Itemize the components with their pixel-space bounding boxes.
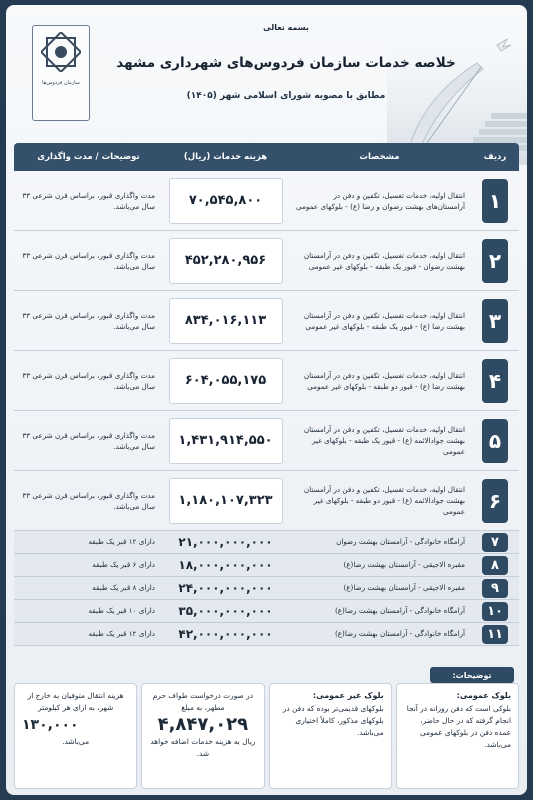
table-row	[14, 171, 519, 231]
bismillah: بسمه تعالی	[263, 23, 309, 32]
row-note: مدت واگذاری قبور، براساس قرن شرعی ۳۳ سال می‌باشد.	[22, 490, 155, 511]
row-index: ۲	[482, 239, 508, 283]
row-index: ۳	[482, 299, 508, 343]
row-index: ۵	[482, 419, 508, 463]
row-cost: ۱,۴۳۱,۹۱۴,۵۵۰	[169, 418, 283, 464]
notes-label: توضیحات:	[430, 667, 514, 683]
row-index: ۱۱	[482, 625, 508, 644]
row-note: دارای ۱۲ قبر یک طبقه	[88, 629, 155, 638]
row-note: مدت واگذاری قبور، براساس قرن شرعی ۳۳ سال می‌باشد.	[22, 430, 155, 451]
note-non-public-block	[269, 683, 392, 789]
row-cost: ۶۰۴,۰۵۵,۱۷۵	[169, 358, 283, 404]
row-note: دارای ۶ قبر یک طبقه	[92, 560, 155, 569]
row-index: ۱۰	[482, 602, 508, 621]
note-public-text: بلوکی است که دفن روزانه در آنجا انجام گرفته که در حال حاضر، عمده دفن در بلوکهای عمومی می‌باشد.	[406, 704, 511, 749]
row-index: ۴	[482, 359, 508, 403]
note-tawaf-amount: ۴,۸۴۷,۰۲۹	[157, 714, 249, 735]
table-row	[14, 577, 519, 600]
row-description: آرامگاه خانوادگی - آرامستان بهشت رضوان	[336, 537, 465, 546]
row-cost: ۲۱,۰۰۰,۰۰۰,۰۰۰	[178, 535, 273, 549]
row-cost: ۱,۱۸۰,۱۰۷,۳۲۳	[169, 478, 283, 524]
row-index: ۱	[482, 179, 508, 223]
row-description: انتقال اولیه، خدمات تغسیل، تکفین و دفن در آرامستان بهشت جوادالائمه (ع) - قبور دو طبقه - بلوکهای غیر عمومی	[303, 485, 465, 516]
note-public-block	[396, 683, 519, 789]
ferdows-emblem-icon	[41, 32, 81, 72]
row-description: انتقال اولیه، خدمات تغسیل، تکفین و دفن در آرامستان‌های بهشت رضوان و رضا (ع) - بلوکهای عمومی	[296, 190, 465, 211]
table-row	[14, 600, 519, 623]
row-description: انتقال اولیه، خدمات تغسیل، تکفین و دفن در آرامستان بهشت رضا (ع) - قبور دو طبقه - بلوکهای غیر عمومی	[303, 370, 465, 391]
row-note: مدت واگذاری قبور، براساس قرن شرعی ۳۳ سال می‌باشد.	[22, 250, 155, 271]
note-tawaf-text-after: ریال به هزینه خدمات اضافه خواهد شد.	[150, 737, 256, 758]
logo	[32, 25, 90, 121]
note-non-public-title: بلوک غیر عمومی:	[312, 691, 384, 700]
row-cost: ۷۰,۵۴۵,۸۰۰	[169, 178, 283, 224]
row-description: مقبره الاجیقی - آرامستان بهشت رضا(ع)	[343, 583, 465, 592]
page-title: خلاصه خدمات سازمان فردوس‌های شهرداری مشهد	[116, 55, 456, 71]
row-note: مدت واگذاری قبور، براساس قرن شرعی ۳۳ سال می‌باشد.	[22, 310, 155, 331]
note-tawaf	[141, 683, 264, 789]
notes-section	[14, 683, 519, 789]
table-row	[14, 231, 519, 291]
row-index: ۶	[482, 479, 508, 523]
note-non-public-text: بلوکهای قدیمی‌تر بوده که دفن در بلوکهای مذکور، کاملاً اختیاری می‌باشد.	[282, 704, 384, 737]
logo-caption: سازمان فردوس‌ها	[42, 80, 80, 86]
row-description: مقبره الاجیقی - آرامستان بهشت رضا(ع)	[343, 560, 465, 569]
row-note: دارای ۱۲ قبر یک طبقه	[88, 537, 155, 546]
note-tawaf-text-before: در صورت درخواست طواف حرم مطهر، به مبلغ	[152, 691, 253, 712]
row-description: آرامگاه خانوادگی - آرامستان بهشت رضا(ع)	[334, 629, 465, 638]
tariff-sheet	[6, 5, 527, 795]
row-index: ۹	[482, 579, 508, 598]
row-cost: ۲۴,۰۰۰,۰۰۰,۰۰۰	[178, 581, 273, 595]
table-row	[14, 531, 519, 554]
page-subtitle: مطابق با مصوبه شورای اسلامی شهر (۱۴۰۵)	[186, 91, 386, 101]
services-table	[14, 143, 519, 646]
table-row	[14, 411, 519, 471]
header-index: ردیف	[483, 152, 507, 162]
row-description: آرامگاه خانوادگی - آرامستان بهشت رضا(ع)	[334, 606, 465, 615]
note-transfer-fee	[14, 683, 137, 789]
table-row	[14, 351, 519, 411]
table-row	[14, 471, 519, 531]
note-public-title: بلوک عمومی:	[456, 691, 511, 700]
note-transfer-text: هزینه انتقال متوفیان به خارج از شهر، به ازای هر کیلومتر	[27, 691, 124, 712]
row-cost: ۱۸,۰۰۰,۰۰۰,۰۰۰	[178, 558, 273, 572]
header-description: مشخصات	[359, 152, 400, 162]
row-note: مدت واگذاری قبور، براساس قرن شرعی ۳۳ سال می‌باشد.	[22, 370, 155, 391]
row-cost: ۸۳۴,۰۱۶,۱۱۳	[169, 298, 283, 344]
row-description: انتقال اولیه، خدمات تغسیل، تکفین و دفن در آرامستان بهشت جوادالائمه (ع) - قبور یک طبقه - بلوکهای غیر عمومی	[303, 425, 465, 456]
row-note: مدت واگذاری قبور، براساس قرن شرعی ۳۳ سال می‌باشد.	[22, 190, 155, 211]
row-cost: ۴۲,۰۰۰,۰۰۰,۰۰۰	[178, 627, 273, 641]
row-note: دارای ۱۰ قبر یک طبقه	[88, 606, 155, 615]
note-transfer-suffix: می‌باشد.	[62, 737, 90, 746]
row-description: انتقال اولیه، خدمات تغسیل، تکفین و دفن در آرامستان بهشت رضا (ع) - قبور یک طبقه - بلوکهای غیر عمومی	[303, 310, 465, 331]
table-header	[14, 143, 519, 171]
note-transfer-amount: ۱۳۰,۰۰۰	[22, 717, 79, 733]
header-cost: هزینه خدمات (ریال)	[183, 152, 268, 162]
header-notes: توضیحات / مدت واگذاری	[37, 152, 140, 162]
table-row	[14, 554, 519, 577]
table-row	[14, 291, 519, 351]
row-description: انتقال اولیه، خدمات تغسیل، تکفین و دفن در آرامستان بهشت رضوان - قبور یک طبقه - بلوکهای غیر عمومی	[303, 250, 465, 271]
row-cost: ۴۵۲,۲۸۰,۹۵۶	[169, 238, 283, 284]
row-index: ۷	[482, 533, 508, 552]
table-row	[14, 623, 519, 646]
row-note: دارای ۸ قبر یک طبقه	[92, 583, 155, 592]
row-cost: ۳۵,۰۰۰,۰۰۰,۰۰۰	[178, 604, 273, 618]
row-index: ۸	[482, 556, 508, 575]
header	[6, 5, 527, 137]
